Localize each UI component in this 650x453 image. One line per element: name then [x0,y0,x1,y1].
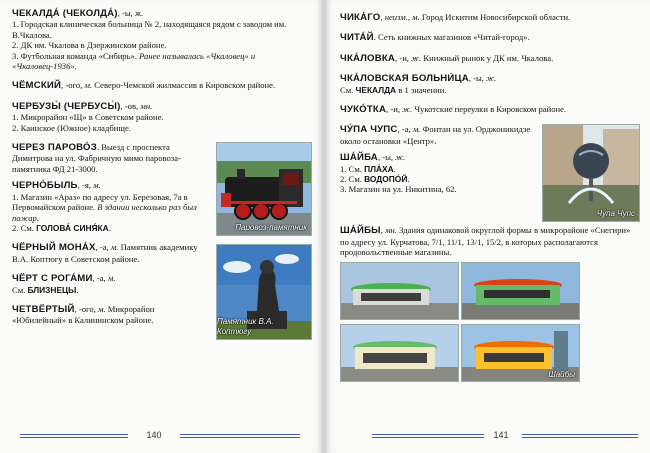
footer-rule [522,434,638,438]
entry-chekalda: ЧЕКАЛДА́ (ЧЕКОЛДА́), -ы, ж. 1. Городская клиническая больница № 2, находящаяся рядом с заводом им. В.Чкалова. 2. ДК им. Чкалова в Дзержинском районе. 3. Футбольная команда «Сибирь». Ранее называлась «Чкаловец» и «Чкаловец-1936». [12,8,287,72]
shop-photo-2 [461,262,580,320]
photo-caption: Памятник В.А. Коптюгу [217,316,274,336]
photo-caption: Паровоз-памятник [235,222,307,232]
cross-reference: ГОЛОВА́ СИНЯ́КА [36,222,109,233]
cross-reference: ПЛА́ХА [364,163,394,174]
footer-rule [20,434,128,438]
headword: ЧЕРБУЗЫ́ (ЧЕРБУСЫ́) [12,100,121,112]
headword: ЧЁРТ С РОГА́МИ [12,273,93,285]
headword: ЧУКО́ТКА [340,104,387,116]
entry-chkalovskaya-bolnitsa: ЧКА́ЛОВСКАЯ БОЛЬНИ́ЦА, -ы, ж. См. ЧЕКАЛДА в 1 значении. [340,73,497,95]
shops-photo [340,262,640,382]
headword: ЧЕТВЁРТЫЙ [12,303,75,315]
headword: ЧЕРЕЗ ПАРОВО́З [12,142,97,154]
headword: ЧЕКАЛДА́ (ЧЕКОЛДА́) [12,8,118,19]
entry-cherbuzy: ЧЕРБУЗЫ́ (ЧЕРБУСЫ́), -ов, мн. 1. Микрорайон «Щ» в Советском районе. 2. Каинское (Южное) кладбище. [12,100,164,133]
headword: ША́ЙБЫ [340,225,381,237]
entry-chukotka: ЧУКО́ТКА, -и, ж. Чукотские переулки в Кировском районе. [340,104,567,116]
entry-chupa-chups: Чупа Чупс ЧУ́ПА ЧУПС, -а, м. Фонтан на ул. Орджоникидзе около остановки «Центр». [340,124,640,146]
locomotive-image [217,143,311,235]
entry-cherez-parovoz: Паровоз-памятник ЧЕРЕЗ ПАРОВО́З. Выезд с проспекта Димитрова на ул. Фабричную мимо паровоза-памятника ФД 21-3000. [12,142,312,174]
headword: ША́ЙБА [340,152,378,164]
cross-reference: БЛИЗНЕЦЫ [27,284,77,295]
entry-shayba: ША́ЙБА, -ы, ж. 1. См. ПЛА́ХА. 2. См. ВОДОПО́Й. 3. Магазин на ул. Никитина, 62. [340,152,457,195]
headword: ЧКА́ЛОВСКАЯ БОЛЬНИ́ЦА [340,73,469,85]
page-number: 141 [493,430,509,440]
page-footer [0,431,322,441]
left-page [0,0,322,453]
photo-caption: Чупа Чупс [596,209,635,219]
footer-rule [372,434,484,438]
entry-cherny-monakh: Памятник В.А. Коптюгу ЧЁРНЫЙ МОНА́Х, -а, м. Памятник академику В.А. Коптюгу в Советском районе. [12,242,312,264]
right-page [326,0,650,453]
page-number: 140 [146,430,162,440]
footer-rule [180,434,300,438]
cross-reference: ВОДОПО́Й [364,174,408,185]
photo-caption: Шайбы [548,369,575,379]
entry-chert-s-rogami: ЧЁРТ С РОГА́МИ, -а, м. См. БЛИЗНЕЦЫ. [12,273,116,295]
entry-shayby: ША́ЙБЫ, мн. Здания одинаковой округлой формы в микрорайоне «Снегири» по адресу ул. Курчатова, 7/1, 11/1, 13/1, 15/2, в которых располагаются продовольственные магазины. [340,225,631,258]
page-footer [326,431,650,441]
cross-reference: ЧЕКАЛДА [355,84,397,95]
headword: ЧЁРНЫЙ МОНА́Х [12,242,96,254]
headword: ЧЕРНО́БЫЛЬ [12,180,78,192]
headword: ЧУ́ПА ЧУПС [340,124,398,136]
entry-chetvyorty: ЧЕТВЁРТЫЙ, -ого, м. Микрорайон «Юбилейный» в Калининском районе. [12,303,155,326]
statue-photo [216,244,312,340]
headword: ЧКА́ЛОВКА [340,52,396,64]
entry-chernobyl: ЧЕРНО́БЫЛЬ, -я, м. 1. Магазин «Араз» по адресу ул. Березовая, 7а в Первомайском районе. В здании несколько раз был пожар. 2. См. ГОЛОВА́ СИНЯ́КА. [12,180,197,233]
locomotive-photo [216,142,312,236]
entry-chemskiy: ЧЁМСКИЙ, -ого, м. Северо-Чемской жилмассив в Кировском районе. [12,80,276,92]
headword: ЧИКА́ГО [340,12,381,23]
fountain-image [543,125,639,221]
shop-photo-3 [340,324,459,382]
shop-photo-4 [461,324,580,382]
entry-chitay: ЧИТА́Й. Сеть книжных магазинов «Читай-город». [340,32,530,44]
headword: ЧЁМСКИЙ [12,80,62,92]
shop-photo-1 [340,262,459,320]
entry-chikago: ЧИКА́ГО, неизм., м. Город Искитим Новосибирской области. [340,12,571,23]
fountain-photo [542,124,640,222]
headword: ЧИТА́Й [340,32,374,44]
entry-chkalovka: ЧКА́ЛОВКА, -и, ж. Книжный рынок у ДК им. Чкалова. [340,52,554,64]
